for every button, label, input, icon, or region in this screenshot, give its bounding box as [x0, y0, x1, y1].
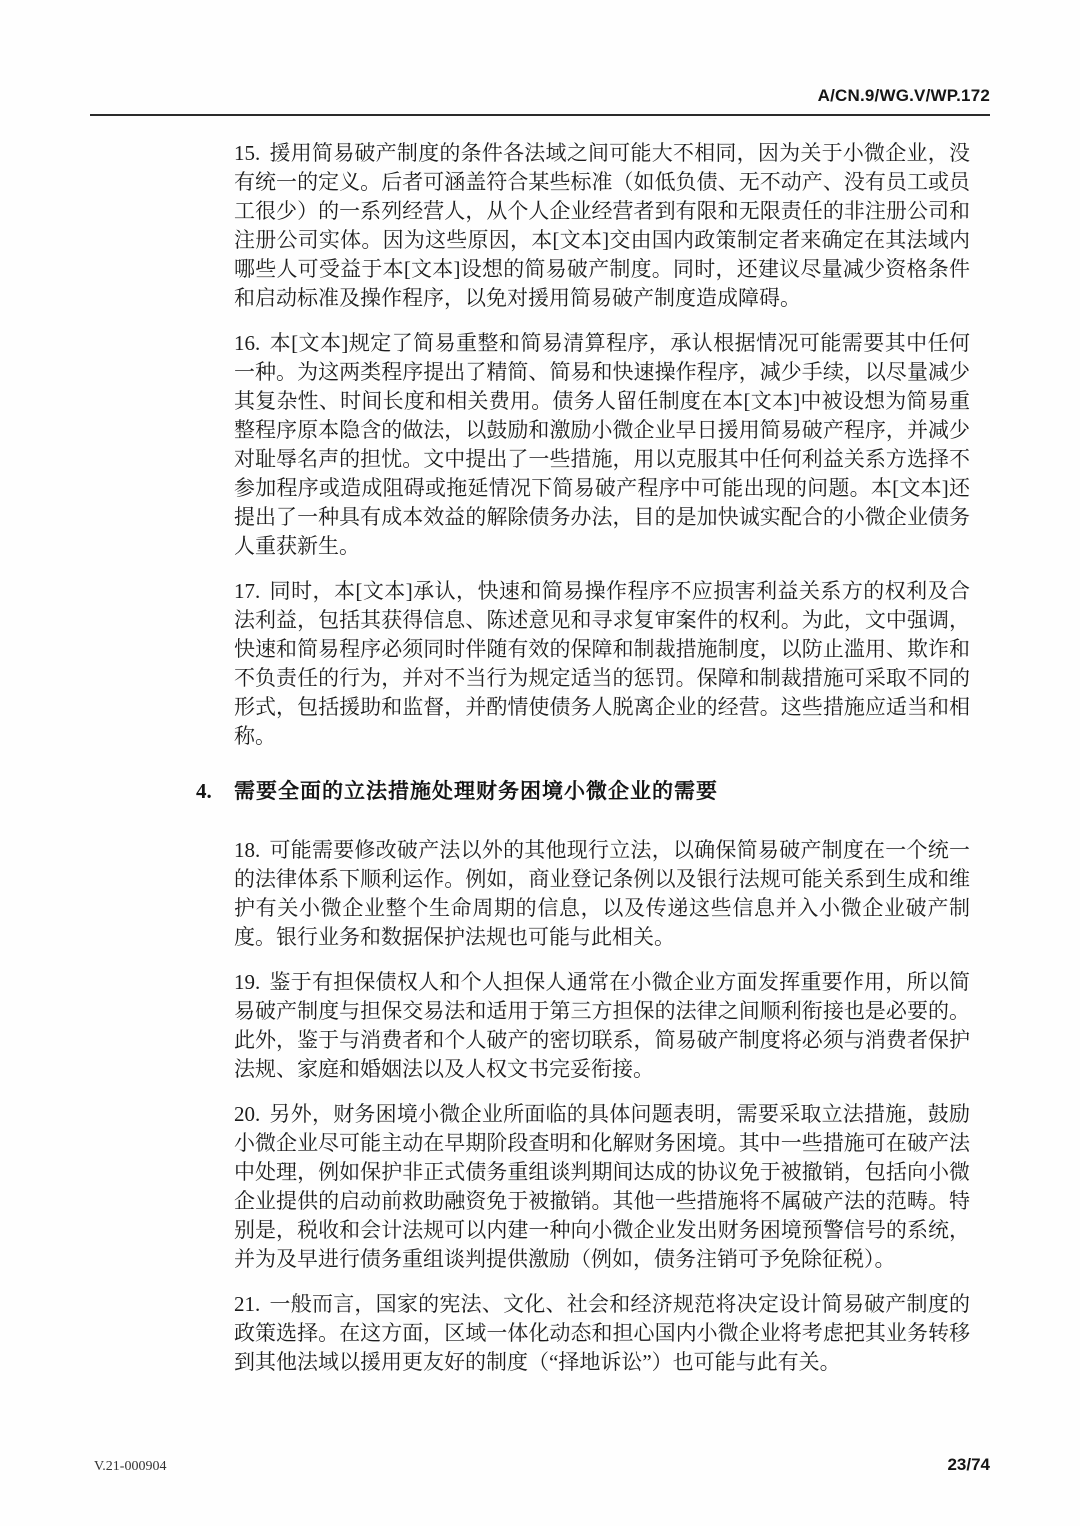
- paragraph-21: [234, 1290, 970, 1377]
- paragraph-number: 20.: [234, 1102, 261, 1126]
- document-header: [90, 86, 990, 106]
- paragraph-text: 本[文本]规定了简易重整和简易清算程序，承认根据情况可能需要其中任何一种。为这两类程序提出了精简、简易和快速操作程序，减少手续，以尽量减少其复杂性、时间长度和相关费用。债务人留任制度在本[文本]中被设想为简易重整程序原本隐含的做法，以鼓励和激励小微企业早日援用简易破产程序，并减少对耻辱名声的担忧。文中提出了一些措施，用以克服其中任何利益关系方选择不参加程序或造成阻碍或拖延情况下简易破产程序中可能出现的问题。本[文本]还提出了一种具有成本效益的解除债务办法，目的是加快诚实配合的小微企业债务人重获新生。: [234, 331, 970, 558]
- job-number: V.21-000904: [94, 1459, 167, 1474]
- paragraph-text: 同时，本[文本]承认，快速和简易操作程序不应损害利益关系方的权利及合法利益，包括其获得信息、陈述意见和寻求复审案件的权利。为此，文中强调，快速和简易程序必须同时伴随有效的保障和制裁措施制度，以防止滥用、欺诈和不负责任的行为，并对不当行为规定适当的惩罚。保障和制裁措施可采取不同的形式，包括援助和监督，并酌情使债务人脱离企业的经营。这些措施应适当和相称。: [234, 579, 970, 748]
- paragraph-18: [234, 836, 970, 952]
- paragraph-number: 16.: [234, 331, 261, 355]
- header-divider: [90, 114, 990, 116]
- section-heading-number: 4.: [196, 779, 212, 803]
- paragraph-19: [234, 968, 970, 1084]
- paragraph-text: 一般而言，国家的宪法、文化、社会和经济规范将决定设计简易破产制度的政策选择。在这方面，区域一体化动态和担心国内小微企业将考虑把其业务转移到其他法域以援用更友好的制度（“择地诉讼”）也可能与此有关。: [234, 1292, 970, 1374]
- paragraph-number: 15.: [234, 141, 261, 165]
- paragraph-text: 另外，财务困境小微企业所面临的具体问题表明，需要采取立法措施，鼓励小微企业尽可能主动在早期阶段查明和化解财务困境。其中一些措施可在破产法中处理，例如保护非正式债务重组谈判期间达成的协议免于被撤销，包括向小微企业提供的启动前救助融资免于被撤销。其他一些措施将不属破产法的范畴。特别是，税收和会计法规可以内建一种向小微企业发出财务困境预警信号的系统，并为及早进行债务重组谈判提供激励（例如，债务注销可予免除征税）。: [234, 1102, 970, 1271]
- paragraph-17: [234, 577, 970, 751]
- paragraph-16: [234, 329, 970, 561]
- paragraph-text: 援用简易破产制度的条件各法域之间可能大不相同，因为关于小微企业，没有统一的定义。后者可涵盖符合某些标准（如低负债、无不动产、没有员工或员工很少）的一系列经营人，从个人企业经营者到有限和无限责任的非注册公司和注册公司实体。因为这些原因，本[文本]交由国内政策制定者来确定在其法域内哪些人可受益于本[文本]设想的简易破产制度。同时，还建议尽量减少资格条件和启动标准及操作程序，以免对援用简易破产制度造成障碍。: [234, 141, 970, 310]
- paragraph-20: [234, 1100, 970, 1274]
- paragraph-text: 可能需要修改破产法以外的其他现行立法，以确保简易破产制度在一个统一的法律体系下顺利运作。例如，商业登记条例以及银行法规可能关系到生成和维护有关小微企业整个生命周期的信息，以及传递这些信息并入小微企业破产制度。银行业务和数据保护法规也可能与此相关。: [234, 838, 970, 949]
- section-heading: [196, 777, 970, 806]
- paragraph-number: 19.: [234, 970, 261, 994]
- paragraph-number: 17.: [234, 579, 261, 603]
- paragraph-text: 鉴于有担保债权人和个人担保人通常在小微企业方面发挥重要作用，所以简易破产制度与担保交易法和适用于第三方担保的法律之间顺利衔接也是必要的。此外，鉴于与消费者和个人破产的密切联系，简易破产制度将必须与消费者保护法规、家庭和婚姻法以及人权文书完妥衔接。: [234, 970, 970, 1081]
- paragraph-15: [234, 139, 970, 313]
- paragraph-number: 21.: [234, 1292, 261, 1316]
- document-symbol: A/CN.9/WG.V/WP.172: [817, 86, 990, 105]
- document-body: [196, 139, 970, 1393]
- page-number: 23/74: [947, 1455, 990, 1474]
- paragraph-number: 18.: [234, 838, 261, 862]
- document-footer: [94, 1455, 990, 1475]
- section-heading-title: 需要全面的立法措施处理财务困境小微企业的需要: [234, 779, 718, 803]
